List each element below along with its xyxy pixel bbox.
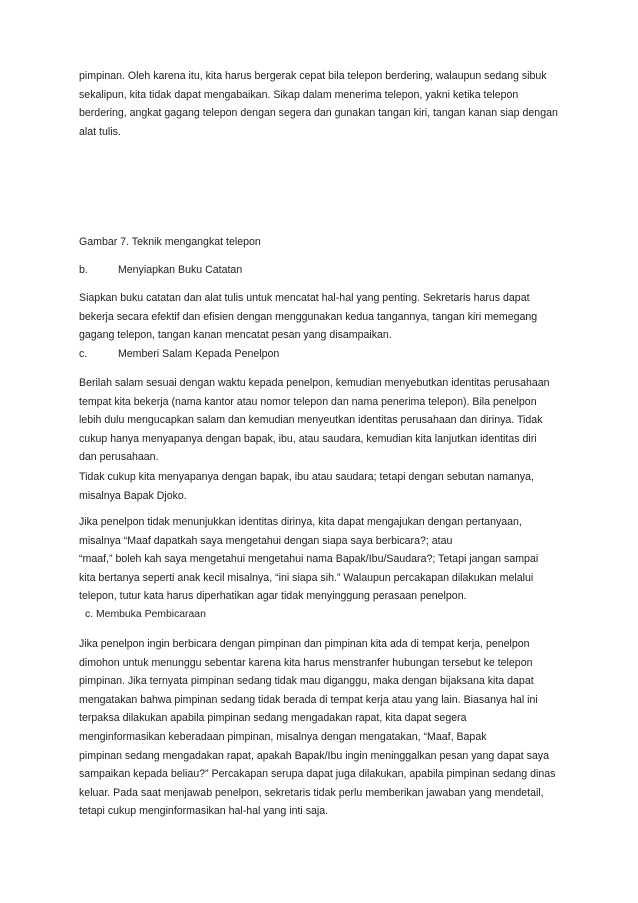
text-line: alat tulis.: [79, 125, 121, 138]
text-line: telepon, tutur kata harus diperhatikan agar tidak menyinggung perasaan penelpon.: [79, 590, 467, 603]
section-number: c.: [79, 348, 88, 360]
text-line: dimohon untuk menunggu sebentar karena kita harus menstranfer hubungan tersebut ke telepon: [79, 656, 533, 669]
paragraph-b: [79, 289, 564, 345]
text-line: Jika penelpon tidak menunjukkan identitas dirinya, kita dapat mengajukan dengan pertanyaan,: [79, 516, 522, 528]
text-line: “maaf,” boleh kah saya mengetahui mengetahui nama Bapak/Ibu/Saudara?; Tetapi jangan sampai: [79, 553, 539, 566]
text-line: tetapi cukup menginformasikan hal-hal yang inti saja.: [79, 805, 329, 818]
text-line: misalnya Bapak Djoko.: [79, 489, 187, 502]
text-line: tempat kita bekerja (nama kantor atau nomor telepon dan nama penerima telepon). Bila penelpon: [79, 395, 537, 408]
text-line: cukup hanya menyapanya dengan bapak, ibu, atau saudara, kemudian kita lanjutkan identitas diri: [79, 432, 537, 445]
section-heading-c2: [79, 606, 570, 625]
text-line: dan perusahaan.: [79, 451, 159, 464]
paragraph-c3: [79, 513, 564, 606]
section-title: Memberi Salam Kepada Penelpon: [117, 348, 280, 360]
text-line: terpaksa dilakukan apabila pimpinan sedang mengadakan rapat, kita dapat segera: [79, 712, 467, 725]
section-title: c. Membuka Pembicaraan: [85, 609, 206, 620]
paragraph-intro: [79, 67, 564, 141]
text-line: misalnya “Maaf dapatkah saya mengetahui dengan siapa saya berbicara?; atau: [79, 534, 453, 547]
caption-text: Gambar 7. Teknik mengangkat telepon: [79, 236, 261, 248]
section-heading-c: [79, 345, 564, 364]
text-line: pimpinan sedang mengadakan rapat, apakah Bapak/Ibu ingin meninggalkan pesan yang dapat saya: [79, 749, 549, 762]
section-heading-b: [79, 261, 564, 280]
text-line: pimpinan. Jika ternyata pimpinan sedang tidak mau diganggu, maka dengan bijaksana kita dapat: [79, 675, 534, 688]
text-line: keluar. Pada saat menjawab penelpon, sekretaris tidak perlu memberikan jawaban yang mendetail,: [79, 786, 544, 799]
text-line: bekerja secara efektif dan efisien dengan menggunakan kedua tangannya, tangan kiri memegang: [79, 310, 538, 323]
text-line: mengatakan bahwa pimpinan sedang tidak berada di tempat kerja atau yang lain. Biasanya hal ini: [79, 693, 538, 706]
text-line: berdering, angkat gagang telepon dengan segera dan gunakan tangan kiri, tangan kanan siap dengan: [79, 107, 558, 120]
text-line: kita bertanya seperti anak kecil misalnya, “ini siapa sih.” Walaupun percakapan dilakukan melalui: [79, 571, 534, 584]
paragraph-d: [79, 635, 564, 821]
text-line: gagang telepon, tangan kanan mencatat pesan yang disampaikan.: [79, 329, 392, 342]
text-line: menginformasikan keberadaan pimpinan, misalnya dengan mengatakan, “Maaf, Bapak: [79, 730, 487, 743]
text-line: Tidak cukup kita menyapanya dengan bapak, ibu atau saudara; tetapi dengan sebutan namanya,: [79, 471, 534, 483]
section-title: Menyiapkan Buku Catatan: [117, 264, 243, 276]
text-line: Jika penelpon ingin berbicara dengan pimpinan dan pimpinan kita ada di tempat kerja, penelpon: [79, 638, 530, 650]
text-line: sampaikan kepada beliau?” Percakapan serupa dapat juga dilakukan, apabila pimpinan sedang dinas: [79, 768, 556, 781]
text-line: sekalipun, kita tidak dapat mengabaikan. Sikap dalam menerima telepon, yakni ketika telepon: [79, 88, 519, 101]
paragraph-c1: [79, 374, 564, 467]
paragraph-c2: [79, 468, 564, 505]
text-line: pimpinan. Oleh karena itu, kita harus bergerak cepat bila telepon berdering, walaupun sedang sibuk: [79, 70, 547, 82]
text-line: lebih dulu mengucapkan salam dan kemudian menyeutkan identitas perusahaan dan dirinya. Tidak: [79, 414, 543, 427]
section-number: b.: [79, 264, 88, 276]
text-line: Berilah salam sesuai dengan waktu kepada penelpon, kemudian menyebutkan identitas perusahaan: [79, 377, 550, 389]
figure-caption: [79, 233, 564, 252]
text-line: Siapkan buku catatan dan alat tulis untuk mencatat hal-hal yang penting. Sekretaris harus dapat: [79, 292, 530, 304]
